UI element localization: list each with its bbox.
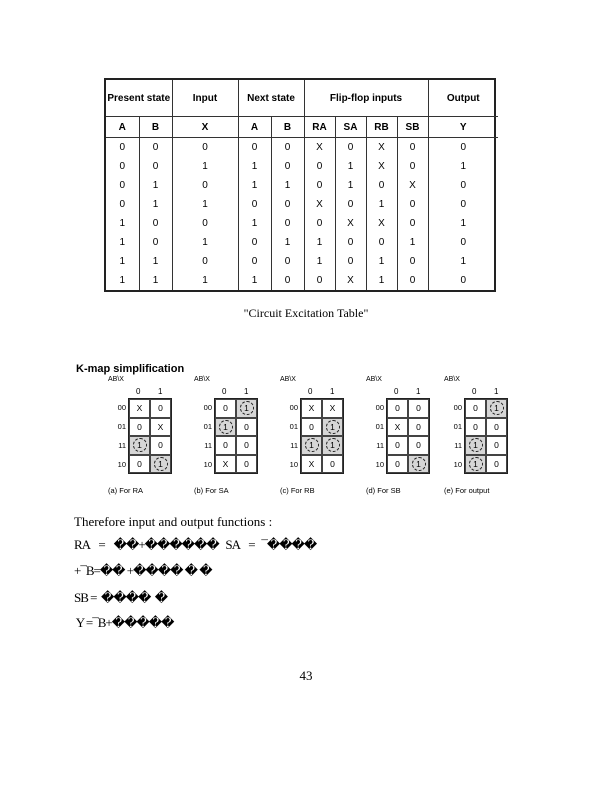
table-cell: 1	[271, 233, 304, 252]
kmap-cell	[322, 399, 343, 418]
kmap-cell	[129, 399, 150, 418]
table-cell: 0	[304, 214, 335, 233]
kmap-row-label: 00	[453, 403, 462, 412]
subheader-cell: SB	[397, 117, 428, 138]
table-cell: 0	[139, 157, 172, 176]
kmap-cell-value: 0	[494, 458, 499, 469]
table-cell: 0	[271, 271, 304, 290]
excitation-table	[104, 78, 496, 292]
kmap-cell-value: X	[394, 421, 401, 432]
kmap-label: (a) For RA	[108, 486, 144, 495]
kmap-row-label: 01	[117, 422, 126, 431]
table-cell: 0	[271, 157, 304, 176]
table-cell: 1	[238, 157, 271, 176]
kmap-cell	[215, 436, 236, 455]
table-cell: 1	[271, 176, 304, 195]
kmap-cell-value: 0	[158, 403, 163, 414]
header-input: Input	[172, 80, 238, 117]
table-row	[106, 157, 498, 176]
kmap-cell-value: 0	[416, 403, 421, 414]
equation-ra-sa: RA = ��+������ SA = ¯����	[74, 537, 317, 552]
kmap-grid	[386, 398, 430, 474]
table-cell: 0	[366, 176, 397, 195]
table-cell: 0	[335, 195, 366, 214]
table-cell: 0	[106, 138, 139, 158]
kmap	[108, 376, 178, 500]
table-cell: 1	[172, 271, 238, 290]
table-cell: 1	[366, 195, 397, 214]
table-cell: 0	[460, 275, 467, 286]
kmap-row-label: 11	[118, 441, 126, 450]
table-row	[106, 233, 498, 252]
kmap-cell	[322, 436, 343, 455]
table-cell: X	[335, 271, 366, 290]
table-row	[106, 271, 498, 290]
kmap-cell-value: 0	[395, 458, 400, 469]
header-next-state: Next state	[238, 80, 304, 117]
kmap-cell	[486, 455, 507, 474]
kmap-row-label: 11	[376, 441, 384, 450]
table-cell: 0	[397, 271, 428, 290]
table-cell: X	[335, 214, 366, 233]
table-cell: 0	[172, 138, 238, 158]
table-cell: 0	[139, 214, 172, 233]
kmap-cell	[301, 455, 322, 474]
kmap-col-label: 1	[416, 387, 421, 396]
kmap-cell-value: 1	[490, 401, 504, 415]
header-flipflop-inputs: Flip-flop inputs	[304, 80, 428, 117]
kmap-label: (d) For SB	[366, 486, 401, 495]
kmap-row-label: 10	[289, 460, 298, 469]
table-cell: 0	[106, 157, 139, 176]
kmap-cell	[215, 418, 236, 437]
table-cell: 0	[397, 214, 428, 233]
table-cell: 1	[139, 176, 172, 195]
kmap-cell-value: 0	[158, 440, 163, 451]
table-cell: 0	[271, 214, 304, 233]
table-cell: 0	[106, 176, 139, 195]
kmap-cell-value: 0	[330, 458, 335, 469]
kmap-row-label: 11	[454, 441, 462, 450]
table-cell: 0	[304, 157, 335, 176]
table-cell: 0	[172, 252, 238, 271]
kmap-cell	[387, 418, 408, 437]
kmap-cell-value: 0	[395, 440, 400, 451]
kmap-cell-value: 0	[416, 440, 421, 451]
kmap-col-label: 0	[394, 387, 399, 396]
table-cell: 1	[139, 195, 172, 214]
kmap-col-label: 1	[494, 387, 499, 396]
kmap-cell-value: 0	[473, 421, 478, 432]
kmap-cell-value: 1	[469, 457, 483, 471]
kmap-cell-value: 1	[154, 457, 168, 471]
kmap-cell-value: 0	[309, 421, 314, 432]
kmap-cell-value: 0	[244, 458, 249, 469]
kmap-col-label: 0	[136, 387, 141, 396]
kmap	[194, 376, 264, 500]
kmap-cell-value: 1	[412, 457, 426, 471]
kmap-col-label: 0	[222, 387, 227, 396]
kmap-cell	[322, 455, 343, 474]
kmap-row-label: 00	[117, 403, 126, 412]
kmap-col-label: 0	[472, 387, 477, 396]
table-cell: 1	[366, 271, 397, 290]
table-cell: 1	[238, 214, 271, 233]
kmap-cell	[150, 455, 171, 474]
equation-sb: SB = ���� �	[74, 590, 168, 605]
table-cell: 0	[238, 138, 271, 158]
table-cell: 1	[172, 195, 238, 214]
kmap-cell-value: 0	[223, 403, 228, 414]
kmap-col-label: 1	[330, 387, 335, 396]
kmap-cell	[236, 436, 257, 455]
table-cell: 1	[106, 271, 139, 290]
table-cell: 0	[335, 252, 366, 271]
table-cell: 0	[335, 233, 366, 252]
kmap-cell-value: 0	[416, 421, 421, 432]
kmap-label: (c) For RB	[280, 486, 315, 495]
subheader-cell: B	[139, 117, 172, 138]
kmap-cell-value: 1	[469, 438, 483, 452]
table-cell: 1	[335, 176, 366, 195]
kmap-cell	[387, 399, 408, 418]
kmap-grid	[214, 398, 258, 474]
kmap-cell-value: 0	[395, 403, 400, 414]
equation-y: Y =¯B+�����	[74, 615, 174, 630]
kmap-cell	[486, 418, 507, 437]
kmap-cell-value: X	[308, 403, 315, 414]
kmap-row-label: 11	[204, 441, 212, 450]
kmap-cell	[408, 455, 429, 474]
kmap-cell	[301, 418, 322, 437]
kmap	[366, 376, 436, 500]
table-cell: 0	[172, 176, 238, 195]
table-cell: 1	[172, 157, 238, 176]
kmap-grid	[128, 398, 172, 474]
kmap-row-label: 00	[203, 403, 212, 412]
kmap-row-label: 10	[453, 460, 462, 469]
kmap-cell-value: 1	[326, 420, 340, 434]
kmap-col-label: 1	[158, 387, 163, 396]
kmap-row-label: 00	[289, 403, 298, 412]
table-cell: 0	[106, 195, 139, 214]
kmap	[444, 376, 514, 500]
kmap-corner-label: AB\X	[108, 376, 124, 383]
page-number: 43	[299, 668, 313, 683]
table-cell: 1	[238, 271, 271, 290]
kmap-label: (b) For SA	[194, 486, 229, 495]
table-cell: 1	[106, 252, 139, 271]
table-cell: 1	[460, 161, 467, 172]
table-row	[106, 195, 498, 214]
kmap-col-label: 0	[308, 387, 313, 396]
table-cell: 1	[460, 218, 467, 229]
table-cell: X	[366, 138, 397, 158]
table-cell: 0	[397, 252, 428, 271]
kmap-row-label: 01	[375, 422, 384, 431]
kmap-cell	[236, 455, 257, 474]
table-caption: "Circuit Excitation Table"	[243, 306, 369, 320]
table-cell: 1	[397, 233, 428, 252]
table-row	[106, 176, 498, 195]
kmap-cell-value: 0	[137, 421, 142, 432]
table-cell: X	[397, 176, 428, 195]
kmap-cell	[150, 418, 171, 437]
kmap-cell-value: 0	[244, 440, 249, 451]
table-cell: 1	[106, 214, 139, 233]
kmaps-container	[108, 376, 499, 500]
subheader-cell: B	[271, 117, 304, 138]
kmap-cell	[129, 436, 150, 455]
subheader-cell: RA	[304, 117, 335, 138]
subheader-cell: Y	[428, 117, 498, 138]
kmap-corner-label: AB\X	[194, 376, 210, 383]
table-cell: 0	[397, 157, 428, 176]
table-cell: 1	[172, 233, 238, 252]
table-cell: 0	[238, 252, 271, 271]
table-cell: 0	[139, 233, 172, 252]
table-cell: X	[366, 157, 397, 176]
header-present-state: Present state	[106, 80, 172, 117]
kmap-row-label: 11	[290, 441, 298, 450]
kmap-grid	[300, 398, 344, 474]
kmap-cell	[150, 399, 171, 418]
kmap-cell	[129, 455, 150, 474]
kmap-cell-value: 1	[305, 438, 319, 452]
table-row	[106, 252, 498, 271]
kmap-cell	[387, 455, 408, 474]
table-cell: 0	[172, 214, 238, 233]
kmap-cell-value: X	[308, 458, 315, 469]
kmap-cell-value: 0	[494, 421, 499, 432]
table-cell: 1	[238, 176, 271, 195]
subheader-cell: SA	[335, 117, 366, 138]
kmap-row-label: 10	[117, 460, 126, 469]
equation-rb: +¯B=�� +���� � �	[74, 563, 212, 578]
kmap-row-label: 01	[203, 422, 212, 431]
table-cell: 0	[304, 176, 335, 195]
kmap-cell	[465, 436, 486, 455]
table-cell: 1	[335, 157, 366, 176]
kmap-row-label: 01	[453, 422, 462, 431]
kmap-row-label: 00	[375, 403, 384, 412]
kmap-cell	[408, 436, 429, 455]
table-row	[106, 138, 498, 158]
kmap-cell	[236, 399, 257, 418]
kmap-cell	[150, 436, 171, 455]
kmap-title: K-map simplification	[76, 363, 185, 375]
kmap-cell-value: X	[222, 458, 229, 469]
kmap-cell-value: 1	[133, 438, 147, 452]
subheader-cell: RB	[366, 117, 397, 138]
kmap-grid	[464, 398, 508, 474]
table-cell: 0	[397, 138, 428, 158]
kmap-cell	[465, 455, 486, 474]
table-cell: 0	[238, 233, 271, 252]
kmap-corner-label: AB\X	[444, 376, 460, 383]
table-cell: 1	[304, 252, 335, 271]
kmap-cell-value: 0	[473, 403, 478, 414]
table-cell: 0	[335, 138, 366, 158]
kmap-cell	[486, 399, 507, 418]
kmap-cell	[408, 399, 429, 418]
kmap-cell	[301, 399, 322, 418]
kmap-cell-value: 1	[219, 420, 233, 434]
kmap-row-label: 01	[289, 422, 298, 431]
table-cell: 0	[271, 138, 304, 158]
table-cell: 0	[460, 180, 467, 191]
table-cell: 0	[271, 252, 304, 271]
kmap-corner-label: AB\X	[280, 376, 296, 383]
table-cell: 1	[460, 256, 467, 267]
kmap-cell-value: X	[157, 421, 164, 432]
table-row	[106, 214, 498, 233]
table-cell: 0	[460, 142, 467, 153]
table-cell: 0	[397, 195, 428, 214]
kmap-cell	[465, 399, 486, 418]
kmap-cell-value: 0	[244, 421, 249, 432]
kmap-cell-value: 1	[240, 401, 254, 415]
kmap-row-label: 10	[375, 460, 384, 469]
table-cell: 1	[139, 271, 172, 290]
table-cell: 0	[238, 195, 271, 214]
subheader-cell: X	[172, 117, 238, 138]
kmap-cell-value: 0	[223, 440, 228, 451]
table-cell: X	[304, 195, 335, 214]
table-cell: 1	[304, 233, 335, 252]
table-cell: 0	[271, 195, 304, 214]
functions-intro: Therefore input and output functions :	[74, 514, 273, 529]
table-cell: 0	[139, 138, 172, 158]
table-cell: 1	[366, 252, 397, 271]
kmap-cell	[408, 418, 429, 437]
kmap-cell-value: 0	[137, 458, 142, 469]
kmap-cell-value: X	[136, 403, 143, 414]
table-cell: X	[366, 214, 397, 233]
kmap-cell-value: X	[329, 403, 336, 414]
kmap-cell	[215, 455, 236, 474]
kmap-cell	[301, 436, 322, 455]
kmap-cell	[215, 399, 236, 418]
kmap-cell	[486, 436, 507, 455]
kmap-cell	[387, 436, 408, 455]
kmap-cell	[129, 418, 150, 437]
kmap-cell-value: 1	[326, 438, 340, 452]
table-cell: 0	[460, 199, 467, 210]
header-output: Output	[428, 80, 498, 117]
table-cell: 1	[106, 233, 139, 252]
kmap-col-label: 1	[244, 387, 249, 396]
kmap	[280, 376, 350, 500]
table-cell: 0	[460, 237, 467, 248]
kmap-cell	[322, 418, 343, 437]
kmap-row-label: 10	[203, 460, 212, 469]
table-cell: 0	[366, 233, 397, 252]
table-cell: X	[304, 138, 335, 158]
kmap-cell-value: 0	[494, 440, 499, 451]
table-cell: 1	[139, 252, 172, 271]
subheader-cell: A	[106, 117, 139, 138]
kmap-label: (e) For output	[444, 486, 490, 495]
kmap-corner-label: AB\X	[366, 376, 382, 383]
kmap-cell	[236, 418, 257, 437]
kmap-cell	[465, 418, 486, 437]
subheader-cell: A	[238, 117, 271, 138]
table-cell: 0	[304, 271, 335, 290]
